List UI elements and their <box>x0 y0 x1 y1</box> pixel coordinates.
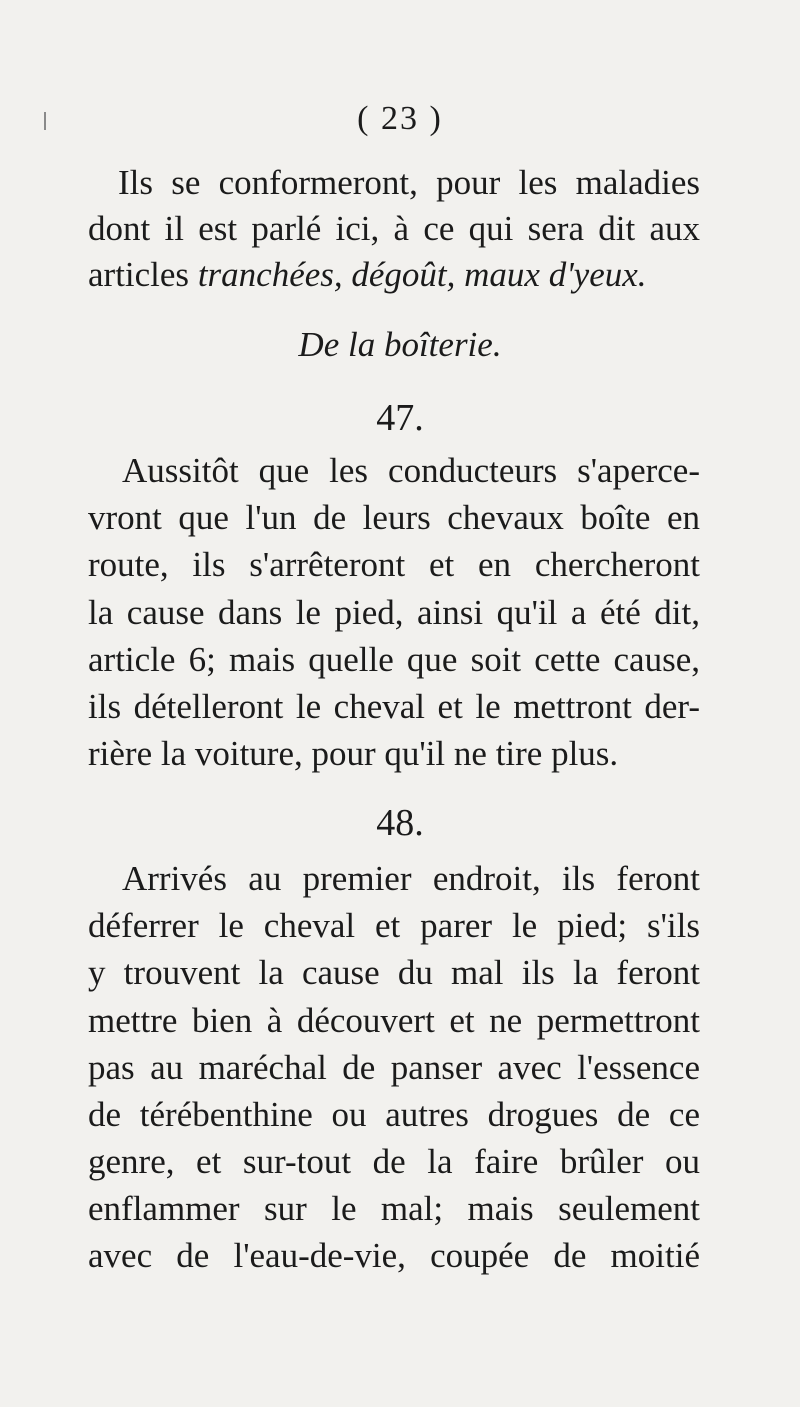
section-heading: De la boîterie. <box>298 325 502 364</box>
article-48-line: y trouvent la cause du mal ils la feront <box>88 953 700 992</box>
article-48-line: enflammer sur le mal; mais seulement <box>88 1189 700 1228</box>
article-47-line: rière la voiture, pour qu'il ne tire plus. <box>88 734 619 773</box>
article-number-48: 48. <box>376 802 424 844</box>
article-47-line: route, ils s'arrêteront et en chercheront <box>88 545 700 584</box>
article-number-47: 47. <box>376 397 424 439</box>
article-47-line: ils dételleront le cheval et le mettront der- <box>88 687 700 726</box>
article-47-line: vront que l'un de leurs chevaux boîte en <box>88 498 700 537</box>
article-48-line: déferrer le cheval et parer le pied; s'ils <box>88 906 700 945</box>
intro-line-1: Ils se conformeront, pour les maladies <box>118 163 700 202</box>
intro-line-2: dont il est parlé ici, à ce qui sera dit aux <box>88 209 700 248</box>
article-47-line: article 6; mais quelle que soit cette cause, <box>88 640 700 679</box>
article-48-line: avec de l'eau-de-vie, coupée de moitié <box>88 1236 700 1275</box>
article-48-line: mettre bien à découvert et ne permettront <box>88 1001 700 1040</box>
article-48-line: Arrivés au premier endroit, ils feront <box>122 859 700 898</box>
article-47-line: Aussitôt que les conducteurs s'aperce- <box>122 451 700 490</box>
page-number: ( 23 ) <box>357 100 443 137</box>
article-48-line: genre, et sur-tout de la faire brûler ou <box>88 1142 700 1181</box>
article-48-line: pas au maréchal de panser avec l'essence <box>88 1048 700 1087</box>
article-48-line: de térébenthine ou autres drogues de ce <box>88 1095 700 1134</box>
intro-line-3-italic: tranchées, dégoût, maux d'yeux. <box>197 255 647 294</box>
article-47-line: la cause dans le pied, ainsi qu'il a été dit, <box>88 593 700 632</box>
intro-line-3 <box>88 252 700 298</box>
intro-line-3-text: articles <box>88 255 198 294</box>
